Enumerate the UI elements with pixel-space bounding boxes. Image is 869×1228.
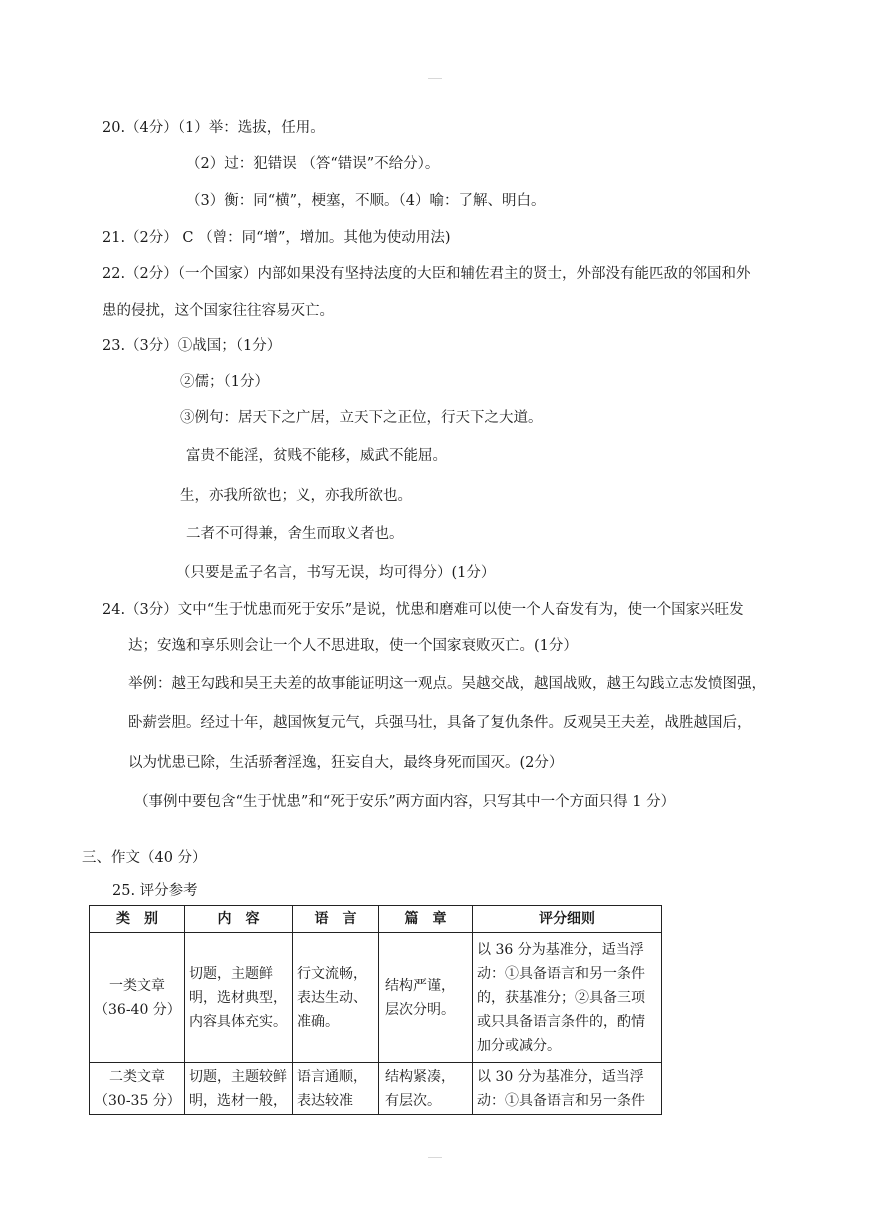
table-header-row	[90, 906, 662, 933]
category-score: （36-40 分）	[94, 1001, 181, 1018]
answer-24-line-4: 卧薪尝胆。经过十年，越国恢复元气，兵强马壮，具备了复仇条件。反观吴王夫差，战胜越国后，	[128, 715, 752, 731]
category-cell	[90, 933, 185, 1063]
category-score: （30-35 分）	[94, 1092, 181, 1109]
answer-22-line-1: 22.（2分）（一个国家）内部如果没有坚持法度的大臣和辅佐君主的贤士，外部没有能匹敌的邻国和外	[102, 266, 751, 282]
category-name: 一类文章	[109, 977, 165, 994]
answer-23-line-4: 富贵不能淫，贫贱不能移，威武不能屈。	[186, 448, 447, 464]
content-cell: 切题，主题较鲜明，选材一般，	[185, 1063, 293, 1115]
header-language: 语 言	[293, 906, 379, 933]
header-rules: 评分细则	[473, 906, 662, 933]
answer-24-line-1: 24.（3分）文中“生于忧患而死于安乐”是说，忧患和磨难可以使一个人奋发有为，使一个国家兴旺发	[102, 602, 744, 618]
rules-cell: 以 36 分为基准分，适当浮动：①具备语言和另一条件的，获基准分；②具备三项或只具备语言条件的，酌情加分或减分。	[473, 933, 662, 1063]
answer-24-line-3: 举例：越王勾践和吴王夫差的故事能证明这一观点。吴越交战，越国战败，越王勾践立志发愤图强，	[128, 676, 766, 692]
answer-23-line-2: ②儒；（1分）	[180, 374, 269, 390]
header-structure: 篇 章	[379, 906, 473, 933]
section-title-composition: 三、作文（40 分）	[82, 850, 207, 866]
rules-cell: 以 30 分为基准分，适当浮动：①具备语言和另一条件	[473, 1063, 662, 1115]
structure-cell: 结构紧凑，有层次。	[379, 1063, 473, 1115]
answer-20-line-1: 20.（4分）（1）举：选拔，任用。	[102, 120, 325, 136]
answer-23-line-5: 生，亦我所欲也；义，亦我所欲也。	[180, 488, 412, 504]
header-content: 内 容	[185, 906, 293, 933]
answer-22-line-2: 患的侵扰，这个国家往往容易灭亡。	[102, 303, 334, 319]
answer-24-line-5: 以为忧患已除，生活骄奢淫逸，狂妄自大，最终身死而国灭。(2分）	[128, 755, 564, 771]
answer-23-line-3: ③例句：居天下之广居，立天下之正位，行天下之大道。	[180, 410, 543, 426]
header-category: 类 别	[90, 906, 185, 933]
answer-23-line-1: 23.（3分）①战国；（1分）	[102, 338, 282, 354]
answer-24-note: （事例中要包含“生于忧患”和“死于安乐”两方面内容，只写其中一个方面只得 1 分）	[134, 794, 676, 810]
category-cell	[90, 1063, 185, 1115]
content-cell: 切题，主题鲜明，选材典型，内容具体充实。	[185, 933, 293, 1063]
answer-23-line-6: 二者不可得兼，舍生而取义者也。	[186, 526, 404, 542]
question-25-label: 25. 评分参考	[112, 883, 198, 899]
language-cell: 行文流畅，表达生动、准确。	[293, 933, 379, 1063]
answer-20-line-3: （3）衡：同“横”，梗塞，不顺。（4）喻：了解、明白。	[186, 193, 546, 209]
page-top-mark	[428, 78, 442, 79]
page-bottom-mark	[428, 1157, 442, 1158]
answer-20-line-2: （2）过：犯错误 （答“错误”不给分）。	[186, 156, 440, 172]
scoring-table	[89, 905, 662, 1115]
answer-24-line-2: 达；安逸和享乐则会让一个人不思进取，使一个国家衰败灭亡。(1分）	[128, 638, 578, 654]
category-name: 二类文章	[109, 1068, 165, 1085]
language-cell: 语言通顺，表达较准	[293, 1063, 379, 1115]
answer-21: 21.（2分） C （曾：同“增”，增加。其他为使动用法)	[102, 230, 451, 246]
structure-cell: 结构严谨，层次分明。	[379, 933, 473, 1063]
answer-23-note: （只要是孟子名言，书写无误，均可得分）(1分）	[176, 565, 496, 581]
table-row	[90, 1063, 662, 1115]
table-row	[90, 933, 662, 1063]
